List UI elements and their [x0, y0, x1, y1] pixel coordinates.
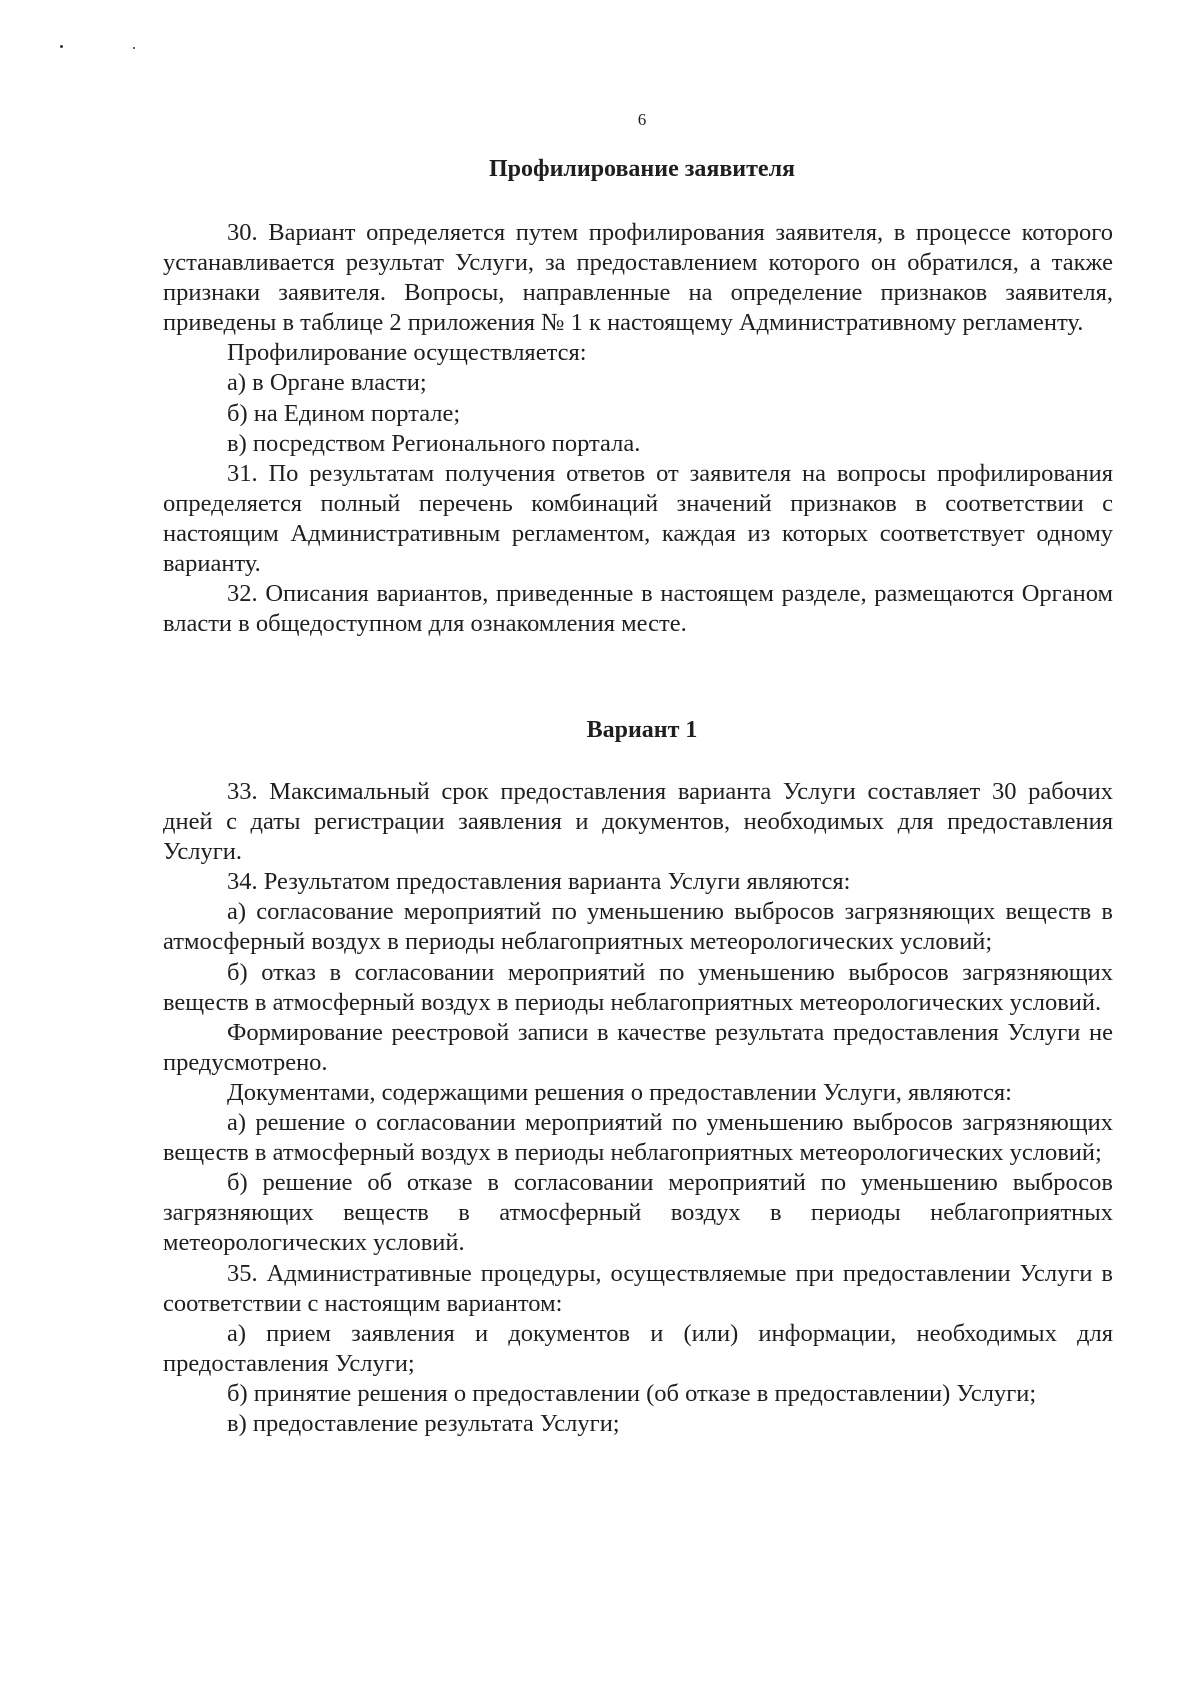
paragraph-registry-record: Формирование реестровой записи в качестве результата предоставления Услуги не предусмотрено.	[163, 1018, 1113, 1076]
decision-item-b: б) решение об отказе в согласовании мероприятий по уменьшению выбросов загрязняющих веществ в атмосферный воздух в периоды неблагоприятных метеорологических условий.	[163, 1169, 1113, 1257]
paragraph-decision-documents: Документами, содержащими решения о предоставлении Услуги, являются:	[227, 1078, 1012, 1106]
procedure-item-v: в) предоставление результата Услуги;	[227, 1409, 620, 1437]
variant-heading: Вариант 1	[586, 717, 698, 743]
section-body	[163, 218, 1113, 639]
procedure-item-b: б) принятие решения о предоставлении (об отказе в предоставлении) Услуги;	[227, 1379, 1037, 1407]
paragraph-35: 35. Административные процедуры, осуществляемые при предоставлении Услуги в соответствии с настоящим вариантом:	[163, 1259, 1113, 1317]
paragraph-30: 30. Вариант определяется путем профилирования заявителя, в процессе которого устанавливается результат Услуги, за предоставлением которого он обратился, а также признаки заявителя. Вопросы, направленные на определение признаков заявителя, приведены в таблице 2 приложения № 1 к настоящему Административному регламенту.	[163, 219, 1113, 337]
decision-item-a: а) решение о согласовании мероприятий по уменьшению выбросов загрязняющих веществ в атмосферный воздух в периоды неблагоприятных метеорологических условий;	[163, 1109, 1113, 1167]
list-item-v: в) посредством Регионального портала.	[227, 429, 641, 457]
paragraph-34: 34. Результатом предоставления варианта Услуги являются:	[227, 868, 851, 896]
result-item-a: а) согласование мероприятий по уменьшению выбросов загрязняющих веществ в атмосферный воздух в периоды неблагоприятных метеорологических условий;	[163, 898, 1113, 956]
page-number: 6	[637, 110, 647, 129]
list-item-a: а) в Органе власти;	[227, 369, 427, 397]
paragraph-31: 31. По результатам получения ответов от заявителя на вопросы профилирования определяется полный перечень комбинаций значений признаков в соответствии с настоящим Административным регламентом, каждая из которых соответствует одному варианту.	[163, 459, 1113, 578]
procedure-item-a: а) прием заявления и документов и (или) информации, необходимых для предоставления Услуги;	[163, 1319, 1113, 1377]
section-heading: Профилирование заявителя	[488, 156, 796, 182]
result-item-b: б) отказ в согласовании мероприятий по уменьшению выбросов загрязняющих веществ в атмосферный воздух в периоды неблагоприятных метеорологических условий.	[163, 958, 1113, 1016]
paragraph-profiling-intro: Профилирование осуществляется:	[227, 339, 587, 367]
variant-body	[163, 777, 1113, 1439]
list-item-b: б) на Едином портале;	[227, 399, 461, 427]
paragraph-33: 33. Максимальный срок предоставления варианта Услуги составляет 30 рабочих дней с даты регистрации заявления и документов, необходимых для предоставления Услуги.	[163, 778, 1113, 866]
paragraph-32: 32. Описания вариантов, приведенные в настоящем разделе, размещаются Органом власти в общедоступном для ознакомления месте.	[163, 580, 1113, 638]
